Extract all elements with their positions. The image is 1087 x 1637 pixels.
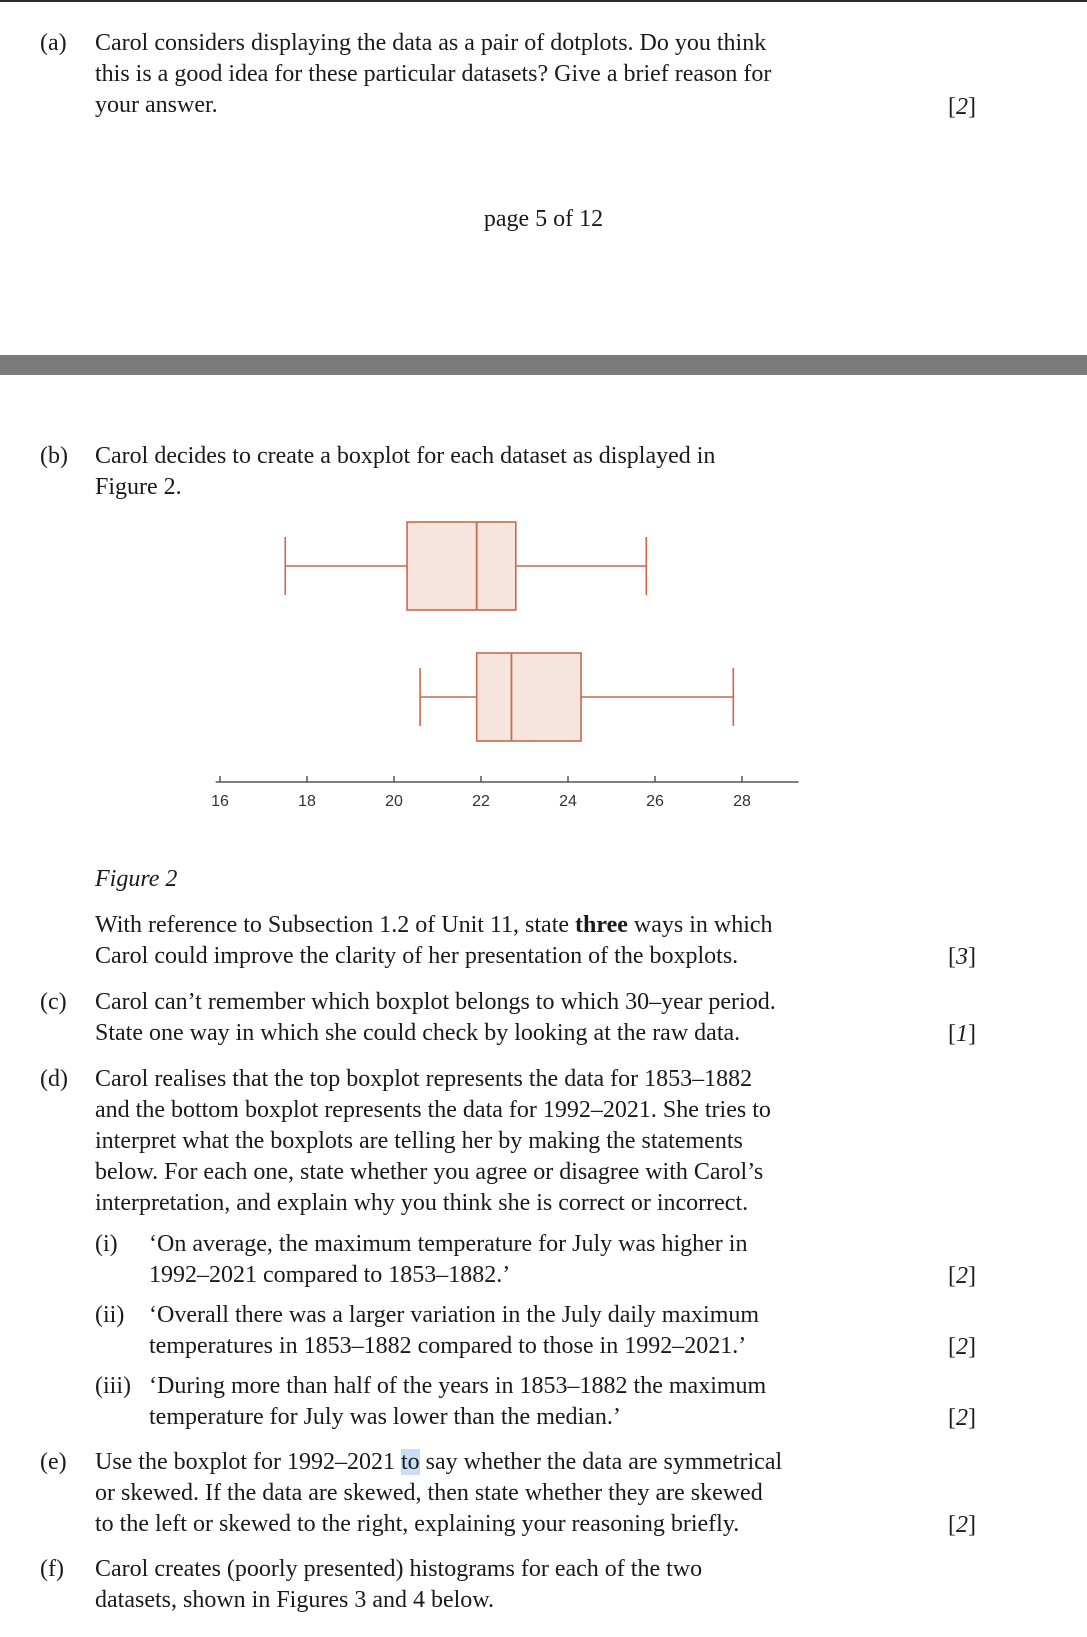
x-tick-label-26: 26: [646, 793, 664, 810]
marks-a: [2]: [948, 94, 976, 120]
question-c-line-1: Carol can’t remember which boxplot belongs to which 30–year period.: [95, 989, 776, 1015]
boxplot-bottom: [420, 653, 733, 741]
question-d-line-2: and the bottom boxplot represents the data for 1992–2021. She tries to: [95, 1097, 771, 1123]
question-d-line-4: below. For each one, state whether you agree or disagree with Carol’s: [95, 1159, 764, 1185]
part-iii-line-1: ‘During more than half of the years in 1853–1882 the maximum: [149, 1373, 767, 1399]
marks-d-ii: [2]: [948, 1334, 976, 1360]
boxplot-top: [285, 522, 646, 610]
part-iii-line-2: temperature for July was lower than the median.’: [149, 1404, 621, 1430]
question-c-label: (c): [40, 989, 67, 1015]
x-tick-label-20: 20: [385, 793, 403, 810]
boxplot-top-box: [407, 522, 516, 610]
x-tick-label-18: 18: [298, 793, 316, 810]
question-d-line-3: interpret what the boxplots are telling her by making the statements: [95, 1128, 743, 1154]
question-f-line-2: datasets, shown in Figures 3 and 4 below.: [95, 1587, 495, 1613]
x-tick-label-24: 24: [559, 793, 577, 810]
question-b-label: (b): [40, 443, 68, 469]
x-tick-label-28: 28: [733, 793, 751, 810]
x-tick-label-22: 22: [472, 793, 490, 810]
question-f-label: (f): [40, 1556, 64, 1582]
question-e-line-2: or skewed. If the data are skewed, then state whether they are skewed: [95, 1480, 763, 1506]
question-b-line-1: Carol decides to create a boxplot for each dataset as displayed in: [95, 443, 716, 469]
part-ii-line-2: temperatures in 1853–1882 compared to those in 1992–2021.’: [149, 1333, 747, 1359]
question-a-label: (a): [40, 30, 67, 56]
question-e-line-3: to the left or skewed to the right, explaining your reasoning briefly.: [95, 1511, 740, 1537]
question-a-line-1: Carol considers displaying the data as a pair of dotplots. Do you think: [95, 30, 767, 56]
marks-c: [1]: [948, 1021, 976, 1047]
part-iii-label: (iii): [95, 1373, 131, 1399]
part-i-label: (i): [95, 1231, 118, 1257]
marks-e: [2]: [948, 1512, 976, 1538]
page-number: page 5 of 12: [483, 206, 604, 232]
marks-d-i: [2]: [948, 1263, 976, 1289]
question-b-line-2: Figure 2.: [95, 474, 182, 500]
question-e-line-1: Use the boxplot for 1992–2021 to say whether the data are symmetrical: [95, 1449, 783, 1475]
part-i-line-1: ‘On average, the maximum temperature for July was higher in: [149, 1231, 748, 1257]
x-tick-label-16: 16: [211, 793, 229, 810]
highlighted-word[interactable]: to: [400, 1449, 420, 1475]
emphasis-three: three: [575, 912, 628, 938]
marks-d-iii: [2]: [948, 1405, 976, 1431]
question-d-line-5: interpretation, and explain why you think she is correct or incorrect.: [95, 1190, 749, 1216]
question-f-line-1: Carol creates (poorly presented) histograms for each of the two: [95, 1556, 703, 1582]
question-d-label: (d): [40, 1066, 68, 1092]
part-ii-line-1: ‘Overall there was a larger variation in the July daily maximum: [149, 1302, 760, 1328]
question-b-text-line-2: Carol could improve the clarity of her presentation of the boxplots.: [95, 943, 739, 969]
question-e-label: (e): [40, 1449, 67, 1475]
question-c-line-2: State one way in which she could check by looking at the raw data.: [95, 1020, 741, 1046]
marks-b: [3]: [948, 944, 976, 970]
figure-caption: Figure 2: [95, 866, 178, 892]
question-b-text-line-1: With reference to Subsection 1.2 of Unit 11, state three ways in which: [95, 912, 773, 938]
question-a-line-3: your answer.: [95, 92, 218, 118]
part-i-line-2: 1992–2021 compared to 1853–1882.’: [149, 1262, 511, 1288]
question-d-line-1: Carol realises that the top boxplot represents the data for 1853–1882: [95, 1066, 753, 1092]
boxplot-bottom-box: [477, 653, 581, 741]
part-ii-label: (ii): [95, 1302, 125, 1328]
question-a-line-2: this is a good idea for these particular datasets? Give a brief reason for: [95, 61, 772, 87]
